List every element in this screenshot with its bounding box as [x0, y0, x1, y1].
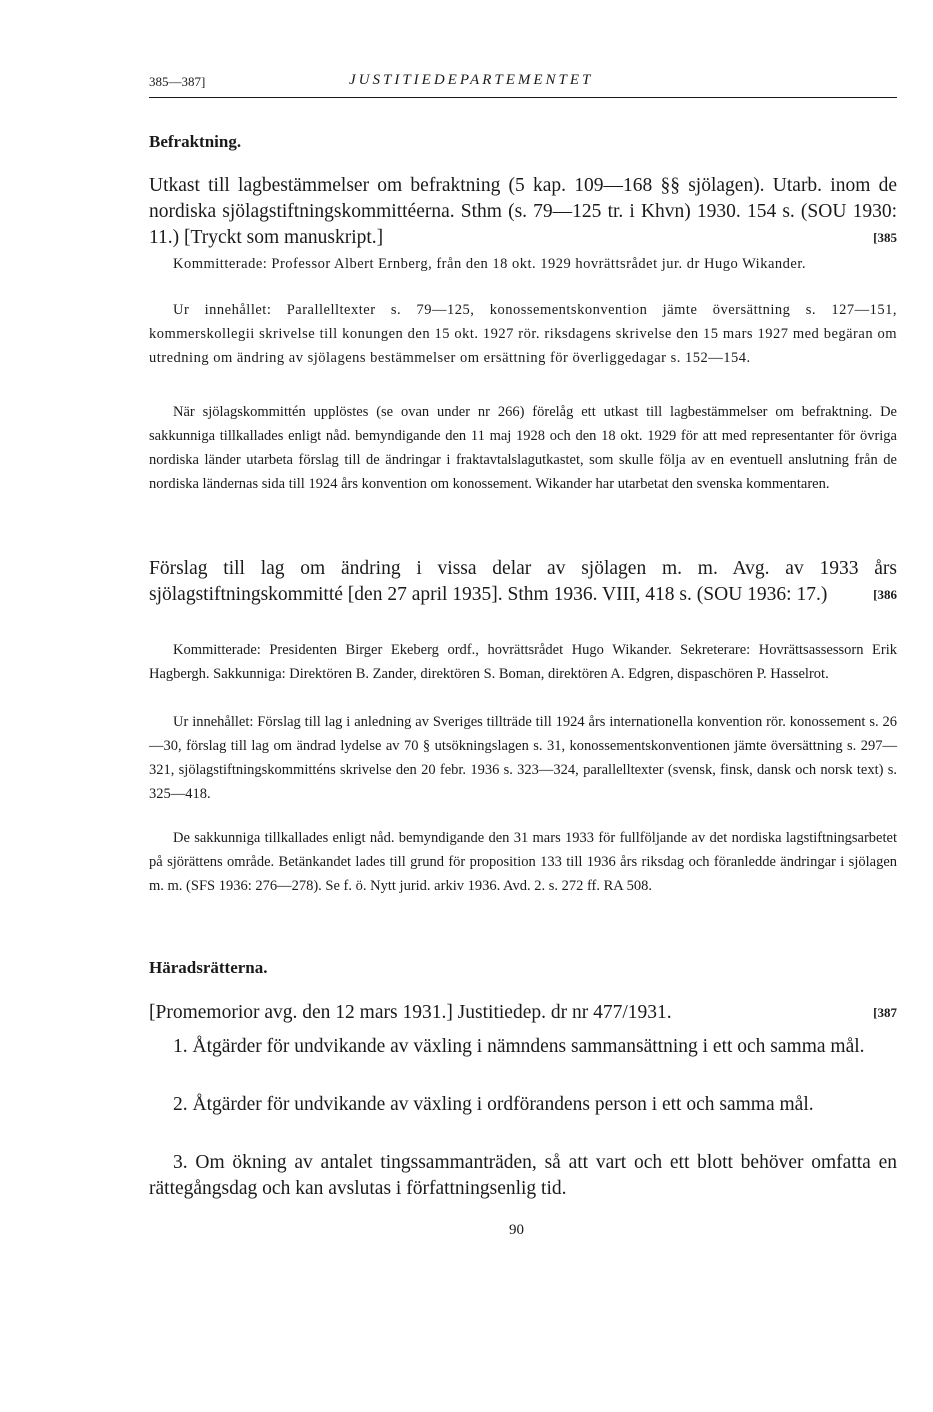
entry-387-title-text: [Promemorior avg. den 12 mars 1931.] Justitiedep. dr nr 477/1931.: [149, 1002, 672, 1023]
entry-387-title: [149, 1000, 897, 1026]
entry-387-item-1: 1. Åtgärder för undvikande av växling i nämndens sammansättning i ett och samma mål.: [173, 1036, 865, 1057]
section-heading-befraktning: Befraktning.: [149, 132, 242, 151]
entry-387-item-2: 2. Åtgärder för undvikande av växling i ordförandens person i ett och samma mål.: [173, 1094, 814, 1115]
entry-386-title-text: Förslag till lag om ändring i vissa delar av sjölagen m. m. Avg. av 1933 års sjölagstiftningskommitté [den 27 april 1935]. Sthm 1936. VIII, 418 s. (SOU 1936: 17.): [149, 558, 897, 605]
entry-386-marker: [386: [873, 587, 897, 602]
header-page-range: 385—387]: [149, 74, 206, 89]
entry-387-marker: [387: [873, 1005, 897, 1020]
entry-385-narrative: När sjölagskommittén upplöstes (se ovan under nr 266) förelåg ett utkast till lagbestämmelser om befraktning. De sakkunniga tillkallades enligt nåd. bemyndigande den 11 maj 1928 och den 18 okt. 1929 för att med representanter för övriga nordiska länder utarbeta förslag till de ändringar i fraktavtalslagutkastet, som skulle följa av en eventuell anslutning från de nordiska ländernas sida till 1924 års konvention om konossement. Wikander har utarbetat den svenska kommentaren.: [149, 404, 897, 492]
running-header: [149, 72, 897, 94]
entry-386-narrative: De sakkunniga tillkallades enligt nåd. bemyndigande den 31 mars 1933 för fullföljande av det nordiska lagstiftningsarbetet på sjörättens område. Betänkandet lades till grund för proposition 133 till 1936 års riksdag och föranledde ändringar i sjölagen m. m. (SFS 1936: 276—278). Se f. ö. Nytt jurid. arkiv 1936. Avd. 2. s. 272 ff. RA 508.: [149, 830, 897, 894]
entry-385-title-text: Utkast till lagbestämmelser om befraktning (5 kap. 109—168 §§ sjölagen). Utarb. inom de nordiska sjölagstiftningskommittéerna. Sthm (s. 79—125 tr. i Khvn) 1930. 154 s. (SOU 1930: 11.) [Tryckt som manuskript.]: [149, 175, 897, 248]
entry-386-innehallet: Ur innehållet: Förslag till lag i anledning av Sveriges tillträde till 1924 års internationella konvention rör. konossement s. 26—30, förslag till lag om ändrad lydelse av 70 § utsökningslagen s. 31, konossementskonventionen jämte översättning s. 297—321, sjölagstiftningskommitténs skrivelse den 20 febr. 1936 s. 323—324, parallelltexter (svensk, finsk, dansk och norsk text) s. 325—418.: [149, 714, 897, 802]
entry-385-kommitterade: Kommitterade: Professor Albert Ernberg, från den 18 okt. 1929 hovrättsrådet jur. dr Hugo Wikander.: [173, 256, 806, 272]
page-number: 90: [509, 1222, 524, 1238]
header-title: JUSTITIEDEPARTEMENTET: [349, 72, 594, 88]
section-heading-haradsratterna: Häradsrätterna.: [149, 958, 268, 977]
entry-385-marker: [385: [873, 230, 897, 245]
entry-386-title: [149, 556, 897, 608]
entry-387-item-3: 3. Om ökning av antalet tingssammanträden, så att vart och ett blott behöver omfatta en rättegångsdag och kan avslutas i författningsenlig tid.: [149, 1152, 897, 1199]
header-rule: [149, 97, 897, 98]
entry-385-innehallet: Ur innehållet: Parallelltexter s. 79—125, konossementskonvention jämte översättning s. 127—151, kommerskollegii skrivelse till konungen den 15 okt. 1927 rör. riksdagens skrivelse den 15 mars 1927 med begäran om utredning om ändring av sjölagens bestämmelser om ersättning för överliggedagar s. 152—154.: [149, 302, 897, 366]
entry-385-title: [149, 173, 897, 251]
entry-386-kommitterade: Kommitterade: Presidenten Birger Ekeberg ordf., hovrättsrådet Hugo Wikander. Sekreterare: Hovrättsassessorn Erik Hagbergh. Sakkunniga: Direktören B. Zander, direktören S. Boman, direktören A. Edgren, dispaschören P. Hasselrot.: [149, 642, 897, 682]
